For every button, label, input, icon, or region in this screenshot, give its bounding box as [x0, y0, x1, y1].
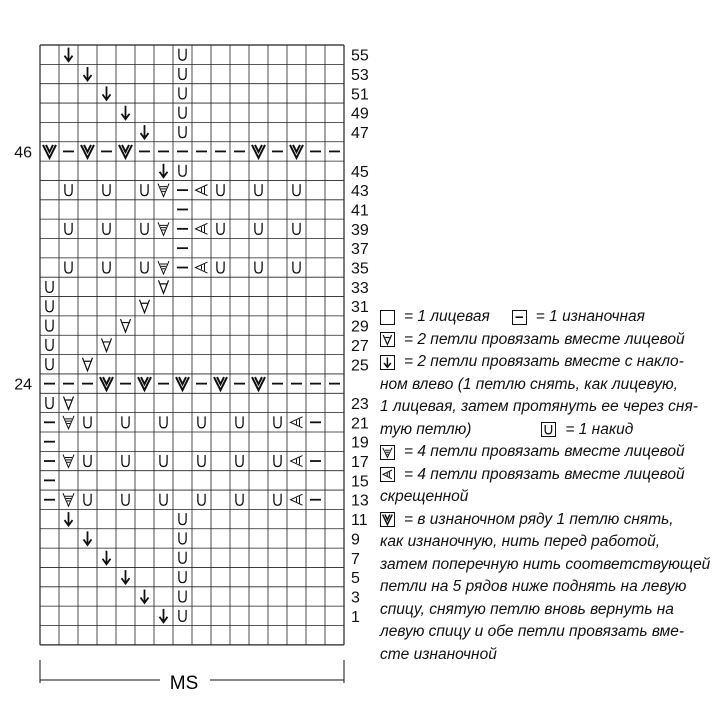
yarnover-cell	[179, 68, 186, 80]
legend-k4tog-text: = 4 петли провязать вместе лицевой	[404, 443, 685, 460]
legend-purl-text: = 1 изнаночная	[535, 308, 645, 325]
yarnover-cell	[65, 184, 72, 196]
yarnover-cell	[103, 223, 110, 235]
yarnover-cell	[46, 397, 53, 409]
slip-purl-cell	[176, 377, 189, 390]
row-label: 19	[351, 434, 369, 452]
ssk-arrow-cell	[160, 609, 168, 623]
yarnover-cell	[179, 532, 186, 544]
row-label: 53	[351, 67, 369, 85]
yarnover-cell	[255, 262, 262, 274]
slip-purl-cell	[100, 377, 113, 390]
row-label: 39	[351, 221, 369, 239]
row-label: 55	[351, 47, 369, 65]
legend-k2tog-text: = 2 петли провязать вместе лицевой	[404, 330, 685, 348]
k4tog-tbl-cell	[291, 494, 303, 505]
legend	[380, 306, 722, 666]
yarnover-cell	[65, 262, 72, 274]
yarnover-cell	[198, 416, 205, 428]
ssk-arrow-cell	[122, 570, 130, 584]
k4tog-tbl-cell	[196, 185, 208, 196]
slip-purl-cell	[290, 145, 303, 158]
ssk-arrow-cell	[65, 48, 73, 62]
yarnover-cell	[179, 610, 186, 622]
row-label-left: 46	[14, 144, 32, 162]
yarnover-cell	[141, 223, 148, 235]
k4tog-tbl-cell	[196, 223, 208, 234]
row-label: 41	[351, 202, 369, 220]
row-label: 45	[351, 163, 369, 181]
yarnover-cell	[46, 339, 53, 351]
ssk-symbol-icon	[380, 355, 395, 370]
yarnover-cell	[160, 416, 167, 428]
yarnover-symbol-icon	[541, 422, 556, 437]
yarnover-cell	[179, 513, 186, 525]
row-label: 47	[351, 125, 369, 143]
legend-special-line-2: как изнаночную, нить перед работой,	[380, 533, 661, 550]
yarnover-cell	[236, 494, 243, 506]
k4tog-tbl-cell	[291, 456, 303, 467]
row-label: 49	[351, 105, 369, 123]
yarnover-cell	[217, 262, 224, 274]
k4tog-tbl-symbol-icon	[380, 467, 395, 482]
row-label: 7	[351, 550, 360, 568]
legend-k4tog-tbl	[380, 464, 722, 487]
yarnover-cell	[141, 262, 148, 274]
ssk-arrow-cell	[84, 67, 92, 81]
row-label: 31	[351, 299, 369, 317]
chart-footer	[40, 660, 344, 694]
ssk-arrow-cell	[65, 512, 73, 526]
row-label: 29	[351, 318, 369, 336]
row-label: 51	[351, 86, 369, 104]
row-label: 17	[351, 454, 369, 472]
yarnover-cell	[84, 494, 91, 506]
legend-special-line-7: сте изнаночной	[380, 645, 497, 663]
legend-ssk-line-3: 1 лицевая, затем протянуть ее через сня-	[380, 398, 698, 415]
row-label: 1	[351, 608, 360, 626]
yarnover-cell	[84, 455, 91, 467]
yarnover-cell	[255, 223, 262, 235]
yarnover-cell	[103, 262, 110, 274]
row-label: 21	[351, 415, 369, 433]
legend-k4tog-tbl-line-2: скрещенной	[380, 488, 469, 505]
ssk-arrow-cell	[84, 531, 92, 545]
yarnover-cell	[255, 184, 262, 196]
slip-purl-cell	[252, 377, 265, 390]
yarnover-cell	[46, 320, 53, 332]
row-label: 9	[351, 531, 360, 549]
slip-purl-cell	[214, 377, 227, 390]
k2tog-cell	[140, 300, 150, 313]
legend-ssk	[380, 351, 722, 374]
k4tog-cell	[63, 493, 74, 506]
yarnover-cell	[103, 184, 110, 196]
legend-special-line-5: спицу, снятую петлю вновь вернуть на	[380, 600, 674, 618]
legend-special-line-4: петли на 5 рядов ниже поднять на левую	[380, 578, 687, 595]
yarnover-cell	[179, 590, 186, 602]
slip-purl-cell	[43, 145, 56, 158]
yarnover-cell	[293, 184, 300, 196]
row-label: 13	[351, 492, 369, 510]
yarnover-cell	[217, 184, 224, 196]
yarnover-cell	[274, 494, 281, 506]
k4tog-cell	[158, 222, 169, 235]
legend-yo-text: = 1 накид	[565, 420, 634, 438]
chart-grid	[40, 45, 344, 645]
purl-symbol-icon	[512, 310, 527, 325]
k2tog-cell	[121, 319, 131, 332]
slip-purl-cell	[81, 145, 94, 158]
yarnover-cell	[84, 416, 91, 428]
row-label: 43	[351, 183, 369, 201]
yarnover-cell	[46, 358, 53, 370]
legend-ssk-yo	[380, 419, 722, 442]
legend-ssk-line-1: = 2 петли провязать вместе с накло-	[404, 353, 684, 370]
yarnover-cell	[179, 571, 186, 583]
k4tog-cell	[158, 184, 169, 197]
slip-purl-cell	[252, 145, 265, 158]
row-label: 37	[351, 241, 369, 259]
yarnover-cell	[122, 416, 129, 428]
yarnover-cell	[65, 223, 72, 235]
yarnover-cell	[236, 416, 243, 428]
legend-special-line-6: левую спицу и обе петли провязать вме-	[380, 623, 685, 640]
yarnover-cell	[179, 49, 186, 61]
k4tog-tbl-cell	[196, 262, 208, 273]
yarnover-cell	[293, 223, 300, 235]
yarnover-cell	[236, 455, 243, 467]
row-label: 3	[351, 589, 360, 607]
slip-purl-cell	[119, 145, 132, 158]
yarnover-cell	[160, 455, 167, 467]
yarnover-cell	[274, 455, 281, 467]
yarnover-cell	[122, 494, 129, 506]
legend-k4tog	[380, 441, 722, 464]
legend-special-line-1: = в изнаночном ряду 1 петлю снять,	[404, 510, 674, 528]
legend-special	[380, 509, 722, 532]
ssk-arrow-cell	[122, 106, 130, 120]
yarnover-cell	[179, 107, 186, 119]
row-label: 11	[351, 512, 368, 530]
row-label: 23	[351, 395, 369, 413]
row-label: 15	[351, 473, 369, 491]
row-label: 27	[351, 337, 369, 355]
yarnover-cell	[293, 262, 300, 274]
ssk-arrow-cell	[160, 164, 168, 178]
yarnover-cell	[274, 416, 281, 428]
ssk-arrow-cell	[141, 125, 149, 139]
yarnover-cell	[179, 552, 186, 564]
legend-k2tog	[380, 329, 722, 352]
k4tog-cell	[63, 455, 74, 468]
yarnover-cell	[179, 126, 186, 138]
k4tog-cell	[63, 416, 74, 429]
k4tog-tbl-cell	[291, 417, 303, 428]
legend-ssk-line-2: ном влево (1 петлю снять, как лицевую,	[380, 375, 678, 393]
legend-ssk-line-4: тую петлю)	[380, 420, 472, 438]
row-label: 25	[351, 357, 369, 375]
yarnover-cell	[46, 300, 53, 312]
yarnover-cell	[141, 184, 148, 196]
chart-row-labels	[14, 48, 369, 626]
row-label: 33	[351, 279, 369, 297]
yarnover-cell	[179, 165, 186, 177]
ms-label: MS	[169, 673, 199, 694]
k4tog-symbol-icon	[380, 445, 395, 460]
k2tog-cell	[102, 338, 112, 351]
row-label-left: 24	[14, 376, 32, 394]
ssk-arrow-cell	[103, 86, 111, 100]
yarnover-cell	[46, 281, 53, 293]
yarnover-cell	[160, 494, 167, 506]
ssk-arrow-cell	[141, 589, 149, 603]
knit-symbol-icon	[380, 310, 395, 325]
k4tog-cell	[158, 261, 169, 274]
k2tog-cell	[159, 280, 169, 293]
row-label: 5	[351, 570, 360, 588]
k2tog-symbol-icon	[380, 332, 395, 347]
yarnover-cell	[122, 455, 129, 467]
legend-knit-purl	[380, 306, 722, 329]
yarnover-cell	[179, 87, 186, 99]
row-label: 35	[351, 260, 369, 278]
k2tog-cell	[83, 358, 93, 371]
legend-k4tog-tbl-line-1: = 4 петли провязать вместе лицевой	[404, 465, 685, 483]
yarnover-cell	[217, 223, 224, 235]
legend-special-line-3: затем поперечную нить соответствующей	[380, 555, 711, 573]
slip-purl-symbol-icon	[380, 512, 395, 527]
yarnover-cell	[198, 494, 205, 506]
ssk-arrow-cell	[103, 551, 111, 565]
slip-purl-cell	[138, 377, 151, 390]
legend-knit-text: = 1 лицевая	[404, 308, 490, 325]
k2tog-cell	[64, 396, 74, 409]
yarnover-cell	[198, 455, 205, 467]
